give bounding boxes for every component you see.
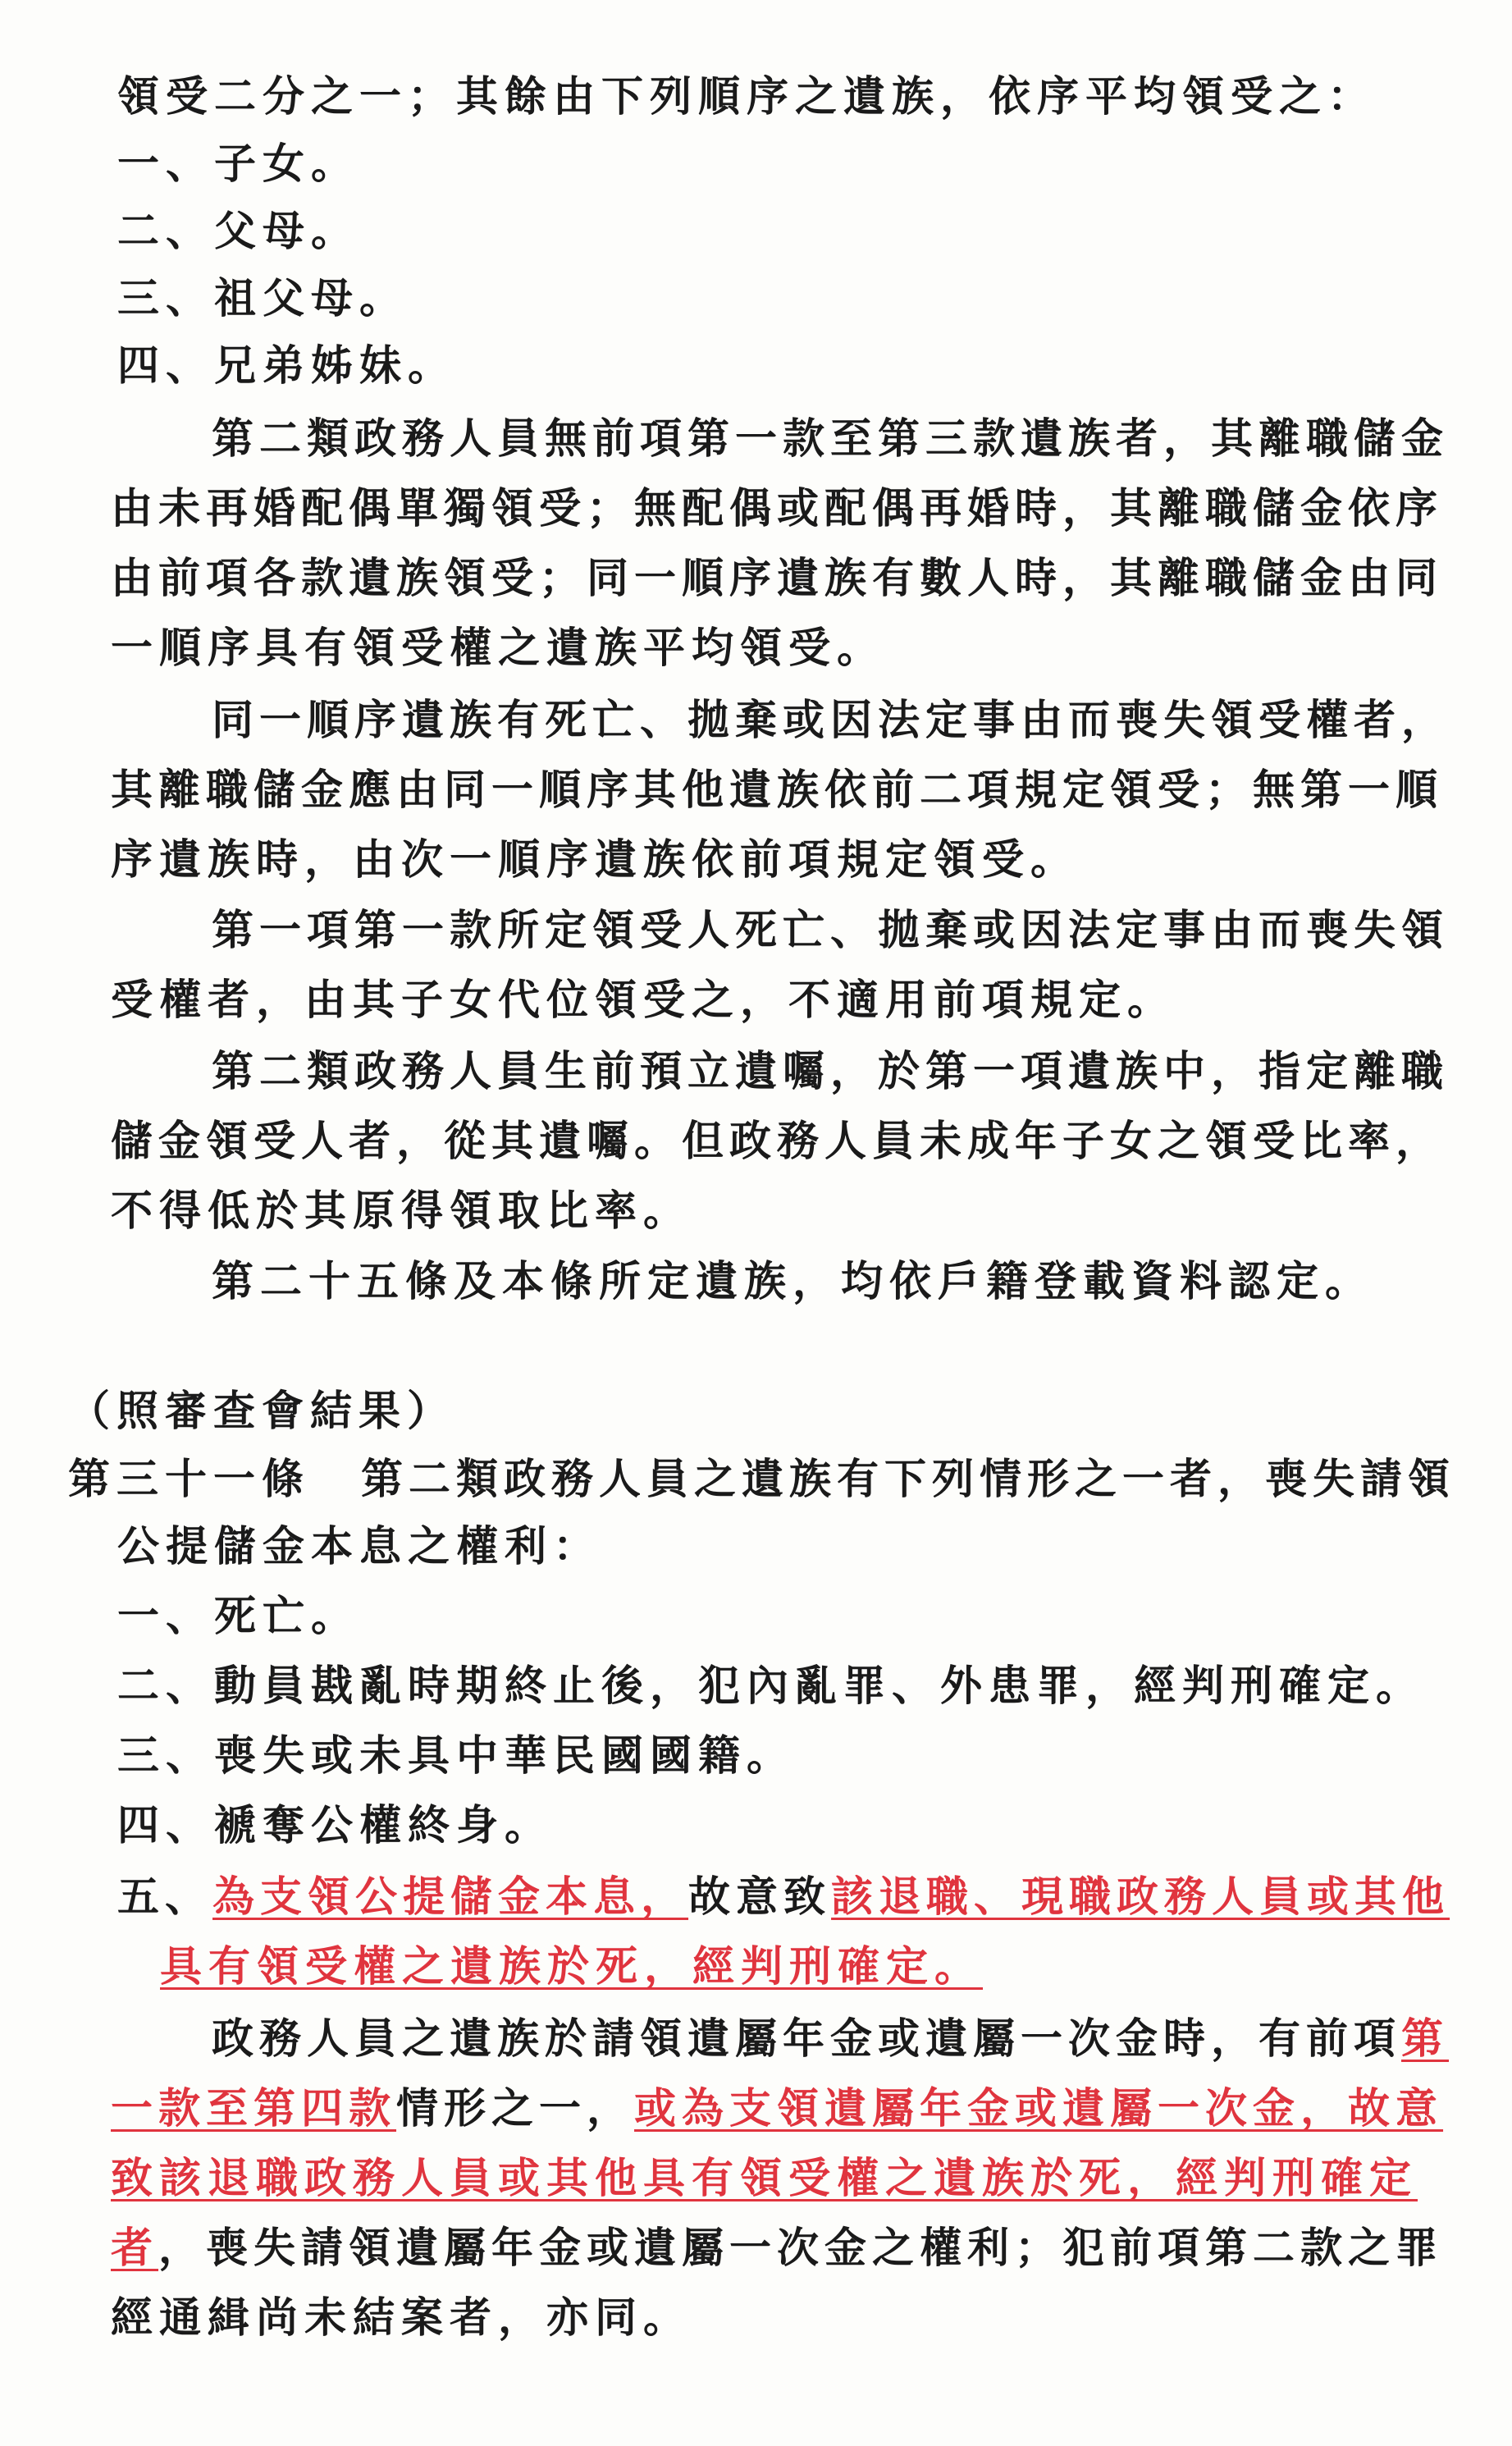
item5-middle: 故意致 bbox=[688, 1872, 832, 1922]
para4-line-1: 第二類政務人員生前預立遺囑，於第一項遺族中，指定離職 bbox=[212, 1047, 1450, 1096]
article-line-2: 公提儲金本息之權利： bbox=[117, 1522, 602, 1571]
final-para-line-4 bbox=[111, 2224, 1443, 2273]
final-para-line-1 bbox=[212, 2014, 1449, 2064]
article-item-1: 一、死亡。 bbox=[117, 1592, 360, 1641]
upper-item-1: 一、子女。 bbox=[117, 139, 360, 189]
para4-line-3: 不得低於其原得領取比率。 bbox=[111, 1186, 692, 1236]
final-para-amendment-2: 一款至第四款 bbox=[111, 2084, 397, 2133]
upper-line-1: 領受二分之一；其餘由下列順序之遺族，依序平均領受之： bbox=[117, 72, 1377, 121]
final-para-text-1: 政務人員之遺族於請領遺屬年金或遺屬一次金時，有前項 bbox=[212, 2014, 1402, 2064]
para3-line-2: 受權者，由其子女代位領受之，不適用前項規定。 bbox=[111, 976, 1176, 1025]
para2-line-1: 同一順序遺族有死亡、拋棄或因法定事由而喪失領受權者， bbox=[212, 696, 1450, 745]
article-line-1: 第二類政務人員之遺族有下列情形之一者，喪失請領 bbox=[361, 1455, 1456, 1504]
para2-line-2: 其離職儲金應由同一順序其他遺族依前二項規定領受；無第一順 bbox=[111, 766, 1444, 815]
final-para-amendment-4: 致該退職政務人員或其他具有領受權之遺族於死，經判刑確定 bbox=[111, 2154, 1418, 2203]
upper-item-4: 四、兄弟姊妹。 bbox=[117, 341, 457, 391]
final-para-line-2 bbox=[111, 2084, 1443, 2133]
article-item-3: 三、喪失或未具中華民國國籍。 bbox=[117, 1731, 796, 1781]
para1-line-3: 由前項各款遺族領受；同一順序遺族有數人時，其離職儲金由同 bbox=[111, 554, 1444, 603]
item5-prefix: 五、 bbox=[117, 1872, 213, 1922]
para1-line-4: 一順序具有領受權之遺族平均領受。 bbox=[111, 624, 886, 673]
upper-item-2: 二、父母。 bbox=[117, 207, 360, 256]
article-number: 第三十一條 bbox=[68, 1455, 311, 1504]
final-para-text-2: 情形之一， bbox=[396, 2084, 635, 2133]
final-para-text-4: ，喪失請領遺屬年金或遺屬一次金之權利；犯前項第二款之罪 bbox=[158, 2224, 1444, 2273]
final-para-amendment-3: 或為支領遺屬年金或遺屬一次金，故意 bbox=[634, 2084, 1444, 2133]
para5-line: 第二十五條及本條所定遺族，均依戶籍登載資料認定。 bbox=[212, 1257, 1374, 1306]
final-para-amendment-5: 者 bbox=[111, 2224, 159, 2273]
item5-amendment-2: 該退職、現職政務人員或其他 bbox=[831, 1872, 1450, 1922]
article-item-2: 二、動員戡亂時期終止後，犯內亂罪、外患罪，經判刑確定。 bbox=[117, 1662, 1425, 1711]
article-item-5 bbox=[117, 1872, 1450, 1922]
final-para-line-5: 經通緝尚未結案者，亦同。 bbox=[111, 2293, 692, 2343]
final-para-amendment-1: 第 bbox=[1401, 2014, 1450, 2064]
para3-line-1: 第一項第一款所定領受人死亡、拋棄或因法定事由而喪失領 bbox=[212, 906, 1450, 955]
item5-amendment-1: 為支領公提儲金本息， bbox=[212, 1872, 689, 1922]
item5-amendment-3: 具有領受權之遺族於死，經判刑確定。 bbox=[160, 1942, 984, 1991]
para1-line-1: 第二類政務人員無前項第一款至第三款遺族者，其離職儲金 bbox=[212, 414, 1450, 464]
para1-line-2: 由未再婚配偶單獨領受；無配偶或配偶再婚時，其離職儲金依序 bbox=[111, 484, 1444, 533]
article-item-4: 四、褫奪公權終身。 bbox=[117, 1801, 554, 1850]
upper-item-3: 三、祖父母。 bbox=[117, 274, 409, 323]
para2-line-3: 序遺族時，由次一順序遺族依前項規定領受。 bbox=[111, 835, 1080, 885]
para4-line-2: 儲金領受人者，從其遺囑。但政務人員未成年子女之領受比率， bbox=[111, 1117, 1444, 1166]
review-heading: （照審查會結果） bbox=[68, 1387, 456, 1436]
